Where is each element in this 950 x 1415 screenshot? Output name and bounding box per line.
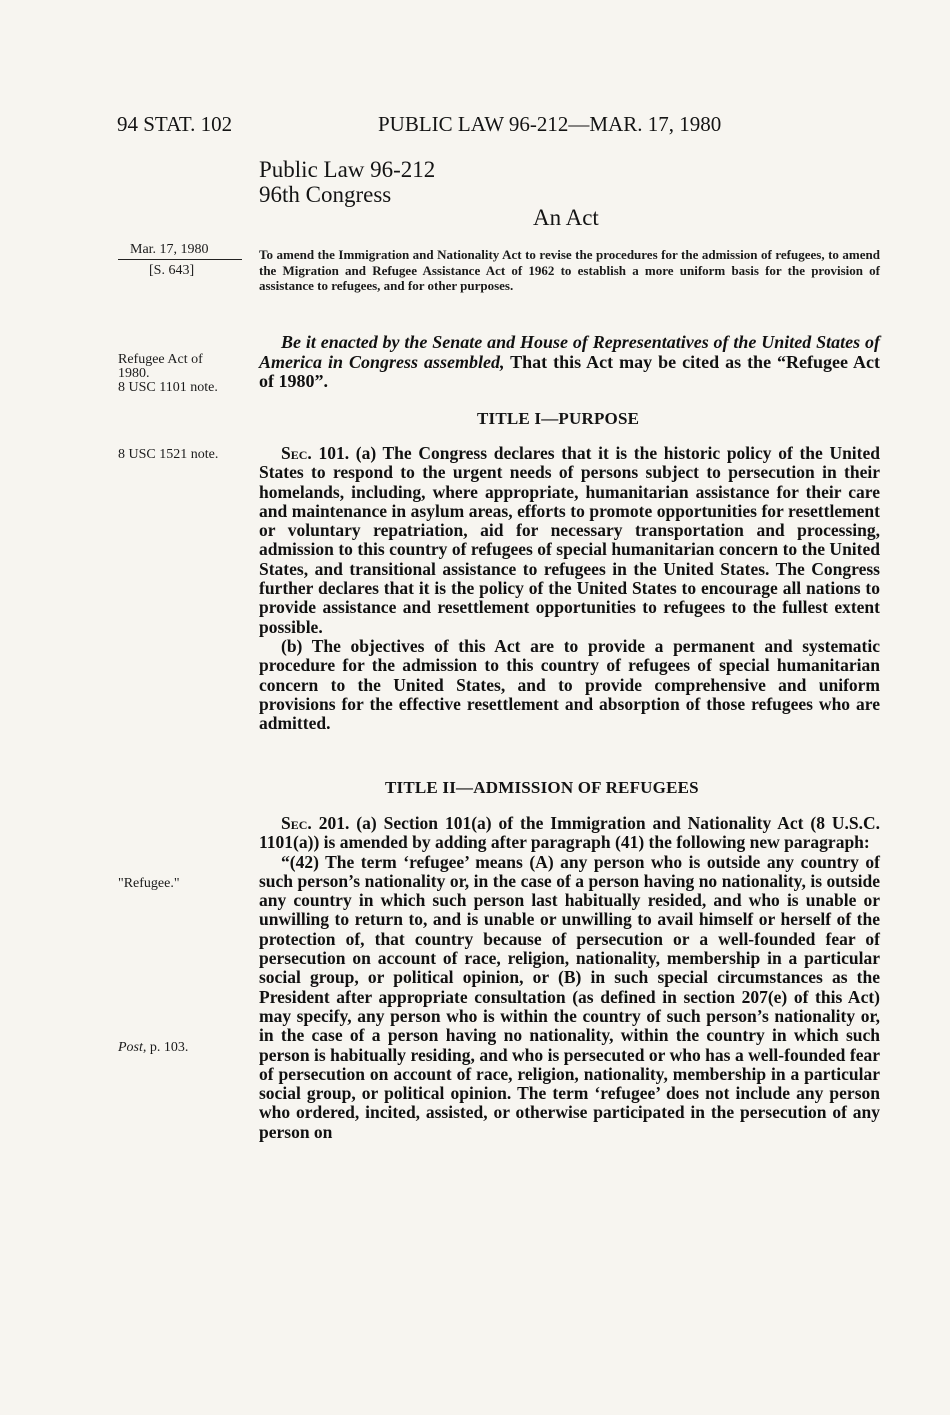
section-201-label: Sec. 201. bbox=[281, 813, 350, 833]
margin-post-italic: Post, bbox=[118, 1040, 147, 1055]
act-purpose: To amend the Immigration and Nationality Act to revise the procedures for the admission of refugees, to amend the Migration and Refugee Assistance Act of 1962 to establish a more uniform basis for the provision of assistance to refugees, and for other purposes. bbox=[259, 247, 880, 293]
section-101-label: Sec. 101. bbox=[281, 443, 350, 463]
margin-refugee-definition: "Refugee." bbox=[118, 876, 180, 891]
congress-number: 96th Congress bbox=[259, 182, 392, 207]
margin-post-page: p. 103. bbox=[146, 1040, 189, 1055]
enacting-clause bbox=[259, 333, 880, 392]
margin-date: Mar. 17, 1980 bbox=[130, 242, 209, 257]
margin-short-title-line2: 1980. bbox=[118, 366, 150, 381]
margin-short-title-line1: Refugee Act of bbox=[118, 352, 203, 367]
margin-bill-number: [S. 643] bbox=[149, 263, 195, 278]
running-title: PUBLIC LAW 96-212—MAR. 17, 1980 bbox=[378, 112, 722, 136]
enacting-clause-italic: Be it enacted by the Senate and House of Representatives of the United States of America in Congress assembled, bbox=[259, 332, 880, 372]
margin-rule bbox=[118, 259, 242, 260]
margin-post-reference bbox=[118, 1040, 188, 1056]
margin-usc-1521: 8 USC 1521 note. bbox=[118, 447, 219, 462]
section-101-a: (a) The Congress declares that it is the historic policy of the United States to respond to the urgent needs of persons subject to persecution in their homelands, including, where appropriate, humanitarian assistance for their care and maintenance in asylum areas, efforts to promote opportunities for resettlement or voluntary repatriation, aid for necessary transportation and processing, admission to this country of refugees of special humanitarian concern to the United States, and transitional assistance to refugees in the United States. The Congress further declares that it is the policy of the United States to encourage all nations to provide assistance and resettlement opportunities to refugees to the fullest extent possible. bbox=[259, 443, 881, 637]
title-1-heading: TITLE I—PURPOSE bbox=[477, 409, 640, 428]
act-heading: An Act bbox=[533, 205, 599, 230]
margin-short-title-line3: 8 USC 1101 note. bbox=[118, 380, 218, 395]
section-201-paragraph-42: “(42) The term ‘refugee’ means (A) any person who is outside any country of such person’s nationality or, in the case of a person having no nationality, is outside any country in which such person last habitually resided, and who is unable or unwilling to return to, and is unable or unwilling to avail himself or herself of the protection of, that country because of persecution or a well-founded fear of persecution on account of race, religion, nationality, membership in a particular social group, or political opinion, or (B) in such special circumstances as the President after appropriate consultation (as defined in section 207(e) of this Act) may specify, any person who is within the country of such person’s nationality or, in the case of a person having no nationality, within the country in which such person is habitually residing, and who is persecuted or who has a well-founded fear of persecution on account of race, religion, nationality, membership in a particular social group, or political opinion. The term ‘refugee’ does not include any person who ordered, incited, assisted, or otherwise participated in the persecution of any person on bbox=[259, 851, 880, 1142]
section-101 bbox=[259, 444, 880, 733]
section-101-b: (b) The objectives of this Act are to provide a permanent and systematic procedure for the admission to this country of refugees of special humanitarian concern to the United States, and to provide comprehensive and uniform provisions for the effective resettlement and absorption of those refugees who are admitted. bbox=[259, 635, 880, 734]
title-2-heading: TITLE II—ADMISSION OF REFUGEES bbox=[385, 778, 699, 797]
public-law-number: Public Law 96-212 bbox=[259, 157, 436, 182]
section-201-a: (a) Section 101(a) of the Immigration and Nationality Act (8 U.S.C. 1101(a)) is amended by adding after paragraph (41) the following new paragraph: bbox=[259, 813, 881, 853]
enacting-clause-rest: That this Act may be cited as the “Refugee Act of 1980”. bbox=[259, 351, 881, 391]
page-stat-citation: 94 STAT. 102 bbox=[117, 112, 233, 136]
section-201 bbox=[259, 814, 880, 1142]
